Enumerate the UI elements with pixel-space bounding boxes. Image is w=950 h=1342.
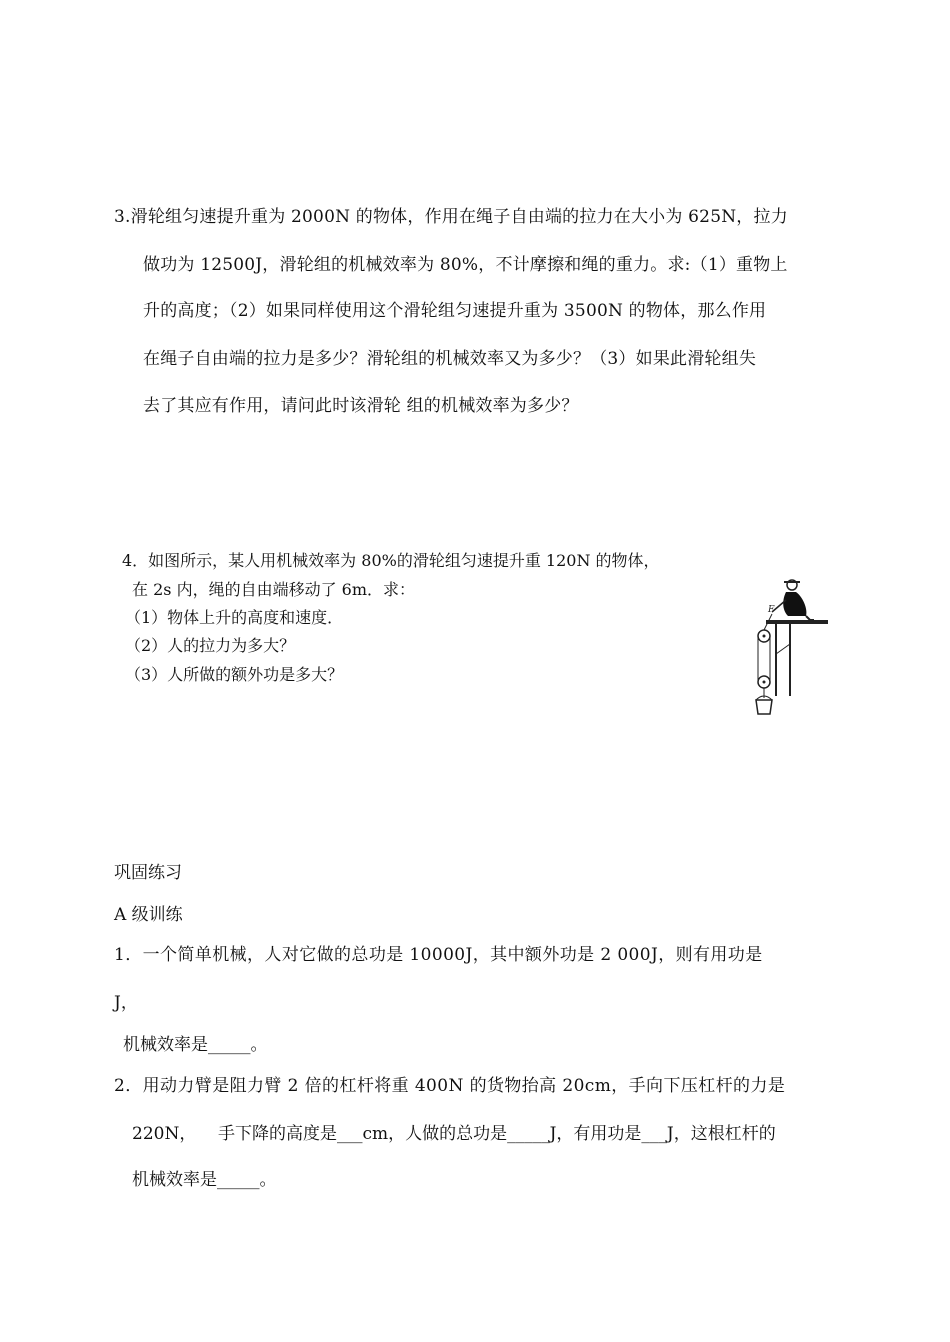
q4-line-1: 4．如图所示，某人用机械效率为 80%的滑轮组匀速提升重 120N 的物体， (122, 551, 660, 570)
platform-brace (776, 644, 790, 654)
p2-line-2: 220N， 手下降的高度是___cm，人做的总功是_____J，有用功是___J，这根杠杆的 (132, 1124, 776, 1144)
q3-line-3: 升的高度；（2）如果同样使用这个滑轮组匀速提升重为 3500N 的物体，那么作用 (143, 301, 767, 321)
section-heading: 巩固练习 (114, 863, 182, 883)
p1-line-3: 机械效率是_____。 (123, 1035, 268, 1055)
p1-line-1: 1．一个简单机械，人对它做的总功是 10000J，其中额外功是 2 000J，则有用功是 (114, 945, 763, 965)
q3-line-4: 在绳子自由端的拉力是多少？滑轮组的机械效率又为多少？（3）如果此滑轮组失 (143, 349, 757, 369)
bucket (756, 700, 772, 714)
q4-sub-1: （1）物体上升的高度和速度． (125, 608, 344, 627)
q3-line-1: 3.滑轮组匀速提升重为 2000N 的物体，作用在绳子自由端的拉力在大小为 625N，拉力 (114, 207, 788, 227)
p2-line-1: 2．用动力臂是阻力臂 2 倍的杠杆将重 400N 的货物抬高 20cm，手向下压杠杆的力是 (114, 1076, 786, 1096)
person-leg (806, 616, 814, 620)
q3-line-5: 去了其应有作用，请问此时该滑轮 组的机械效率为多少？ (143, 396, 579, 416)
platform-plank (766, 620, 828, 624)
movable-pulley-axle (763, 681, 766, 684)
person-body (783, 592, 806, 616)
q4-sub-2: （2）人的拉力为多大？ (125, 636, 296, 655)
q4-sub-3: （3）人所做的额外功是多大？ (125, 665, 344, 684)
q4-line-2: 在 2s 内，绳的自由端移动了 6m．求： (132, 580, 416, 599)
p2-line-3: 机械效率是_____。 (132, 1170, 277, 1190)
q3-line-2: 做功为 12500J，滑轮组的机械效率为 80%，不计摩擦和绳的重力。求:（1）重物上 (143, 255, 788, 275)
p1-line-2: J， (114, 993, 138, 1013)
pulley-figure (748, 574, 830, 720)
level-heading: A 级训练 (114, 905, 183, 925)
fixed-pulley-axle (763, 635, 766, 638)
force-label: F (768, 605, 775, 615)
